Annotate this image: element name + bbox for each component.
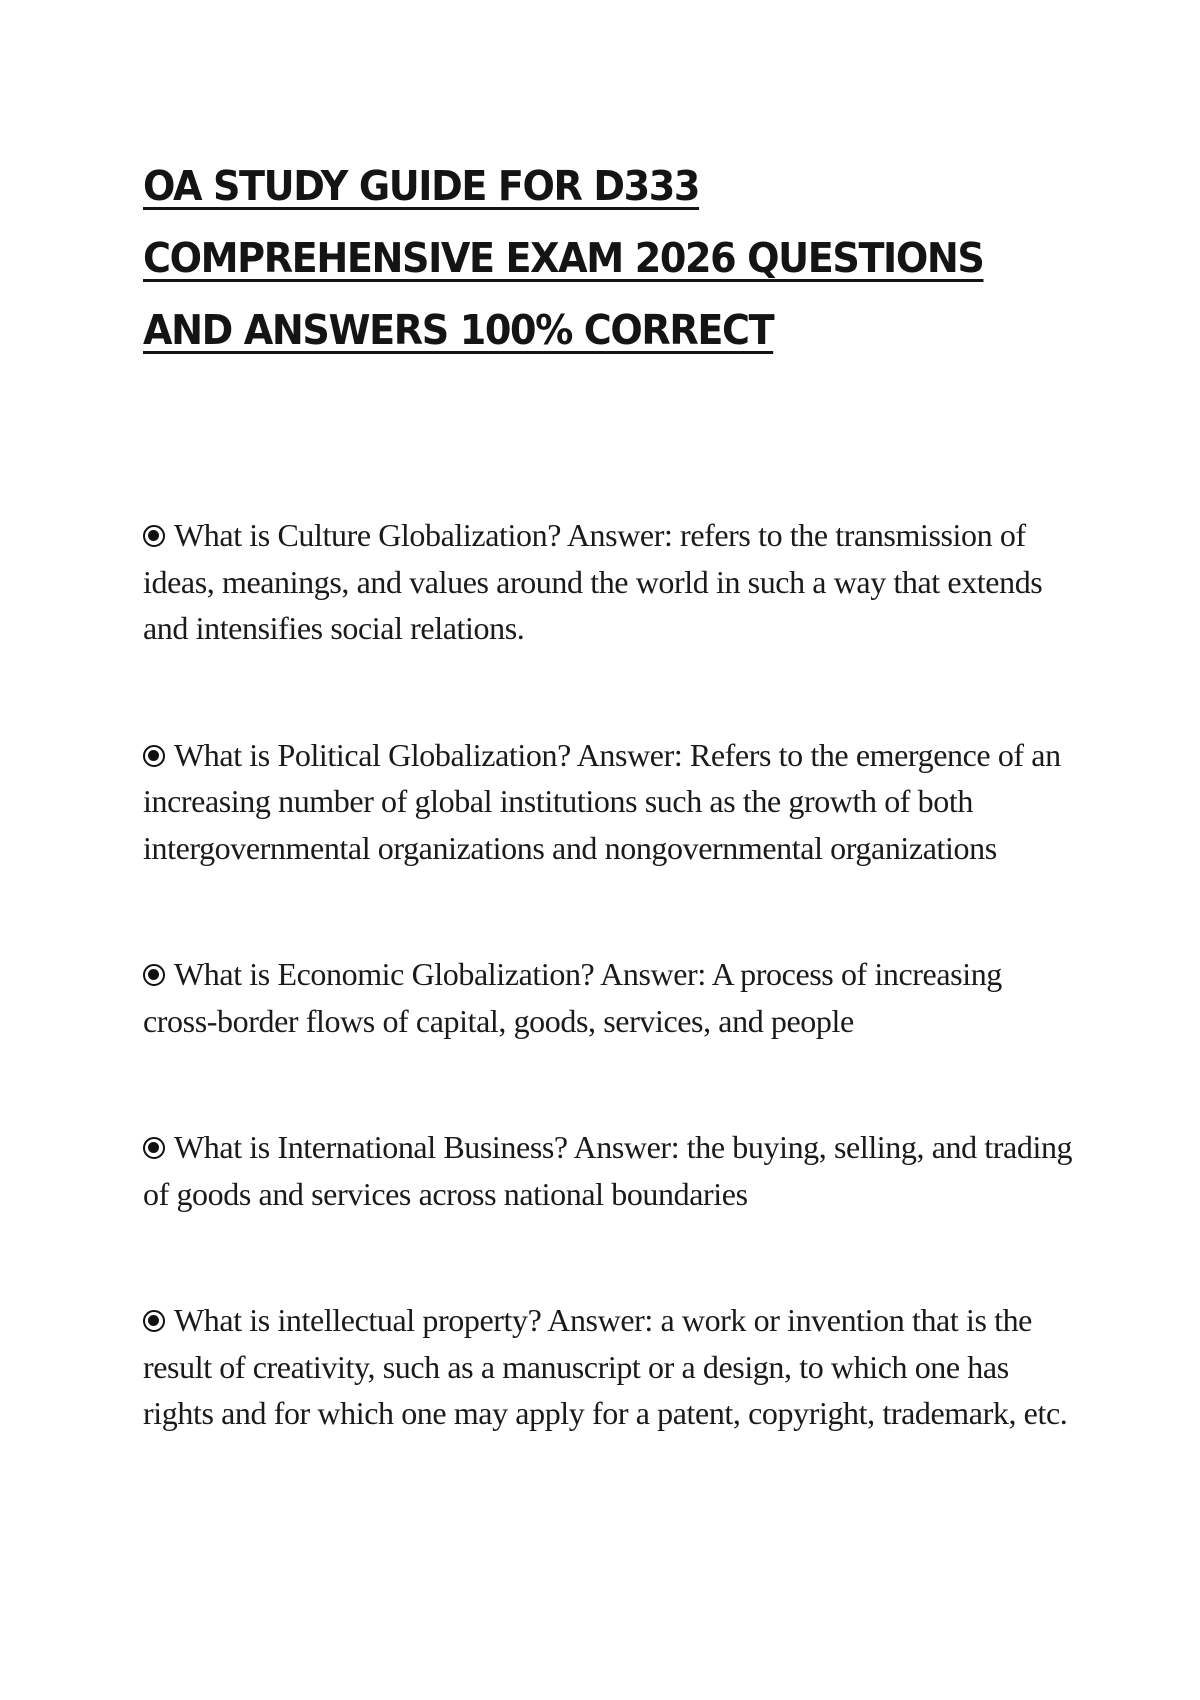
radio-bullet-icon <box>143 525 165 547</box>
list-item <box>143 1124 1078 1217</box>
page-title: OA STUDY GUIDE FOR D333 COMPREHENSIVE EXAM 2026 QUESTIONS AND ANSWERS 100% CORRECT <box>143 162 984 354</box>
qa-text: What is intellectual property? Answer: a work or invention that is the result of creativity, such as a manuscript or a design, to which one has rights and for which one may apply for a patent, copyright, trademark, etc. <box>143 1302 1068 1431</box>
qa-text: What is Economic Globalization? Answer: A process of increasing cross-border flows of capital, goods, services, and people <box>143 956 1002 1039</box>
qa-text: What is Political Globalization? Answer: Refers to the emergence of an increasing number of global institutions such as the growth of both intergovernmental organizations and nongovernmental organizations <box>143 736 1061 866</box>
qa-text: What is Culture Globalization? Answer: refers to the transmission of ideas, meanings, and values around the world in such a way that extends and intensifies social relations. <box>143 517 1043 646</box>
list-item <box>143 1297 1078 1437</box>
qa-text: What is International Business? Answer: the buying, selling, and trading of goods and services across national boundaries <box>143 1129 1073 1212</box>
list-item <box>143 951 1078 1044</box>
qa-list <box>143 512 1078 1517</box>
radio-bullet-icon <box>143 1310 165 1332</box>
list-item <box>143 512 1078 652</box>
radio-bullet-icon <box>143 1137 165 1159</box>
list-item <box>143 732 1078 872</box>
radio-bullet-icon <box>143 964 165 986</box>
radio-bullet-icon <box>143 745 165 767</box>
